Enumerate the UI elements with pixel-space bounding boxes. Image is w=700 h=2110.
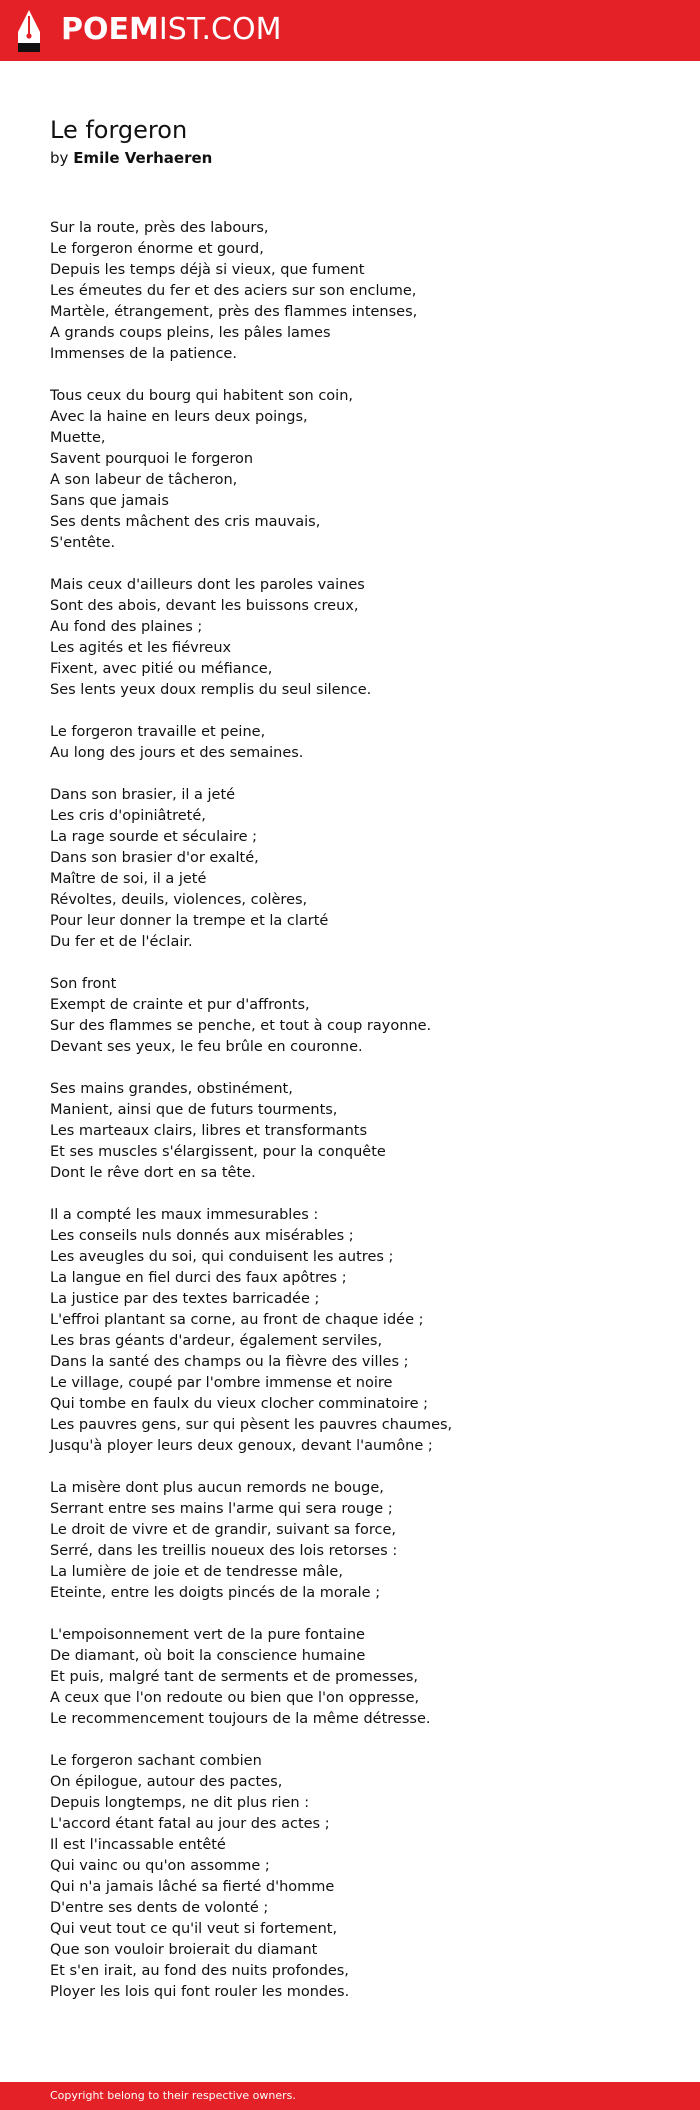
poem-body bbox=[50, 218, 670, 2024]
poem-line: Le forgeron sachant combien bbox=[50, 1753, 262, 1769]
poem-line: Pour leur donner la trempe et la clarté bbox=[50, 913, 329, 929]
copyright-text: Copyright belong to their respective owners. bbox=[50, 2089, 296, 2102]
poem-line: Fixent, avec pitié ou méfiance, bbox=[50, 661, 273, 677]
poem-line: L'empoisonnement vert de la pure fontaine bbox=[50, 1627, 365, 1643]
stanza bbox=[50, 218, 670, 365]
poem-line: Avec la haine en leurs deux poings, bbox=[50, 409, 308, 425]
poem-line: Dans son brasier, il a jeté bbox=[50, 787, 236, 803]
poem-line: La misère dont plus aucun remords ne bouge, bbox=[50, 1480, 384, 1496]
byline bbox=[50, 148, 212, 168]
poem-line: Savent pourquoi le forgeron bbox=[50, 451, 254, 467]
poem-line: Dans son brasier d'or exalté, bbox=[50, 850, 259, 866]
logo-bold-text: POEM bbox=[61, 12, 159, 47]
stanza bbox=[50, 575, 670, 701]
poem-line: Le forgeron énorme et gourd, bbox=[50, 241, 264, 257]
poem-line: La lumière de joie et de tendresse mâle, bbox=[50, 1564, 343, 1580]
poem-line: Sans que jamais bbox=[50, 493, 169, 509]
poem-line: Ployer les lois qui font rouler les mondes. bbox=[50, 1984, 350, 2000]
stanza bbox=[50, 1205, 670, 1457]
by-label: by bbox=[50, 149, 69, 167]
poem-line: Les agités et les fiévreux bbox=[50, 640, 232, 656]
poem-line: Immenses de la patience. bbox=[50, 346, 237, 362]
poem-line: Les bras géants d'ardeur, également serviles, bbox=[50, 1333, 383, 1349]
poem-line: S'entête. bbox=[50, 535, 116, 551]
poem-line: Que son vouloir broierait du diamant bbox=[50, 1942, 318, 1958]
poem-line: Les conseils nuls donnés aux misérables ; bbox=[50, 1228, 354, 1244]
stanza bbox=[50, 1625, 670, 1730]
poem-line: Dont le rêve dort en sa tête. bbox=[50, 1165, 256, 1181]
poem-line: Le droit de vivre et de grandir, suivant sa force, bbox=[50, 1522, 396, 1538]
poem-line: L'effroi plantant sa corne, au front de chaque idée ; bbox=[50, 1312, 424, 1328]
poem-line: Le village, coupé par l'ombre immense et noire bbox=[50, 1375, 393, 1391]
poem-line: Manient, ainsi que de futurs tourments, bbox=[50, 1102, 338, 1118]
poem-line: Ses lents yeux doux remplis du seul silence. bbox=[50, 682, 372, 698]
poem-line: Mais ceux d'ailleurs dont les paroles vaines bbox=[50, 577, 365, 593]
poem-line: Au long des jours et des semaines. bbox=[50, 745, 304, 761]
poem-line: Et s'en irait, au fond des nuits profondes, bbox=[50, 1963, 349, 1979]
poem-line: Et puis, malgré tant de serments et de promesses, bbox=[50, 1669, 419, 1685]
poem-line: Il est l'incassable entêté bbox=[50, 1837, 226, 1853]
site-footer bbox=[0, 2082, 700, 2110]
poem-line: Au fond des plaines ; bbox=[50, 619, 203, 635]
poem-line: Qui vainc ou qu'on assomme ; bbox=[50, 1858, 270, 1874]
poem-line: A grands coups pleins, les pâles lames bbox=[50, 325, 331, 341]
site-header bbox=[0, 0, 700, 61]
author-name: Emile Verhaeren bbox=[73, 149, 213, 167]
poem-line: Ses dents mâchent des cris mauvais, bbox=[50, 514, 321, 530]
poem-line: La langue en fiel durci des faux apôtres ; bbox=[50, 1270, 347, 1286]
poem-line: Les cris d'opiniâtreté, bbox=[50, 808, 206, 824]
poem-line: Ses mains grandes, obstinément, bbox=[50, 1081, 293, 1097]
logo-light-text: IST.COM bbox=[158, 12, 282, 47]
poem-line: Dans la santé des champs ou la fièvre des villes ; bbox=[50, 1354, 409, 1370]
poem-line: Serré, dans les treillis noueux des lois retorses : bbox=[50, 1543, 398, 1559]
poem-line: Depuis les temps déjà si vieux, que fument bbox=[50, 262, 365, 278]
poem-line: Exempt de crainte et pur d'affronts, bbox=[50, 997, 310, 1013]
poem-line: Les émeutes du fer et des aciers sur son enclume, bbox=[50, 283, 417, 299]
poem-line: Qui tombe en faulx du vieux clocher comminatoire ; bbox=[50, 1396, 429, 1412]
poem-line: Martèle, étrangement, près des flammes intenses, bbox=[50, 304, 418, 320]
poem-line: De diamant, où boit la conscience humaine bbox=[50, 1648, 366, 1664]
poem-line: Jusqu'à ployer leurs deux genoux, devant l'aumône ; bbox=[50, 1438, 433, 1454]
poem-line: Sur des flammes se penche, et tout à coup rayonne. bbox=[50, 1018, 432, 1034]
poem-line: Et ses muscles s'élargissent, pour la conquête bbox=[50, 1144, 386, 1160]
poem-line: Sont des abois, devant les buissons creux, bbox=[50, 598, 359, 614]
stanza bbox=[50, 1079, 670, 1184]
poem-line: Révoltes, deuils, violences, colères, bbox=[50, 892, 308, 908]
poem-line: Qui n'a jamais lâché sa fierté d'homme bbox=[50, 1879, 335, 1895]
poem-line: Il a compté les maux immesurables : bbox=[50, 1207, 319, 1223]
poem-line: Son front bbox=[50, 976, 117, 992]
poem-line: Devant ses yeux, le feu brûle en couronne. bbox=[50, 1039, 363, 1055]
pen-nib-icon[interactable] bbox=[16, 10, 42, 52]
poem-line: On épilogue, autour des pactes, bbox=[50, 1774, 283, 1790]
stanza bbox=[50, 386, 670, 554]
poem-line: L'accord étant fatal au jour des actes ; bbox=[50, 1816, 330, 1832]
poem-line: Tous ceux du bourg qui habitent son coin, bbox=[50, 388, 354, 404]
stanza bbox=[50, 974, 670, 1058]
poem-line: Eteinte, entre les doigts pincés de la morale ; bbox=[50, 1585, 381, 1601]
poem-title: Le forgeron bbox=[50, 116, 188, 144]
stanza bbox=[50, 785, 670, 953]
poem-line: Du fer et de l'éclair. bbox=[50, 934, 193, 950]
stanza bbox=[50, 722, 670, 764]
poem-line: Serrant entre ses mains l'arme qui sera rouge ; bbox=[50, 1501, 393, 1517]
poem-line: La justice par des textes barricadée ; bbox=[50, 1291, 320, 1307]
poem-line: A ceux que l'on redoute ou bien que l'on oppresse, bbox=[50, 1690, 420, 1706]
poem-line: Sur la route, près des labours, bbox=[50, 220, 269, 236]
poem-line: Depuis longtemps, ne dit plus rien : bbox=[50, 1795, 310, 1811]
poem-line: Qui veut tout ce qu'il veut si fortement, bbox=[50, 1921, 338, 1937]
poem-line: D'entre ses dents de volonté ; bbox=[50, 1900, 269, 1916]
poem-line: Les marteaux clairs, libres et transformants bbox=[50, 1123, 368, 1139]
poem-line: Les pauvres gens, sur qui pèsent les pauvres chaumes, bbox=[50, 1417, 453, 1433]
poem-line: La rage sourde et séculaire ; bbox=[50, 829, 258, 845]
site-logo[interactable] bbox=[61, 11, 281, 49]
poem-line: Les aveugles du soi, qui conduisent les autres ; bbox=[50, 1249, 394, 1265]
stanza bbox=[50, 1478, 670, 1604]
poem-line: Muette, bbox=[50, 430, 106, 446]
poem-line: A son labeur de tâcheron, bbox=[50, 472, 238, 488]
poem-line: Maître de soi, il a jeté bbox=[50, 871, 207, 887]
poem-line: Le forgeron travaille et peine, bbox=[50, 724, 266, 740]
poem-line: Le recommencement toujours de la même détresse. bbox=[50, 1711, 431, 1727]
stanza bbox=[50, 1751, 670, 2003]
